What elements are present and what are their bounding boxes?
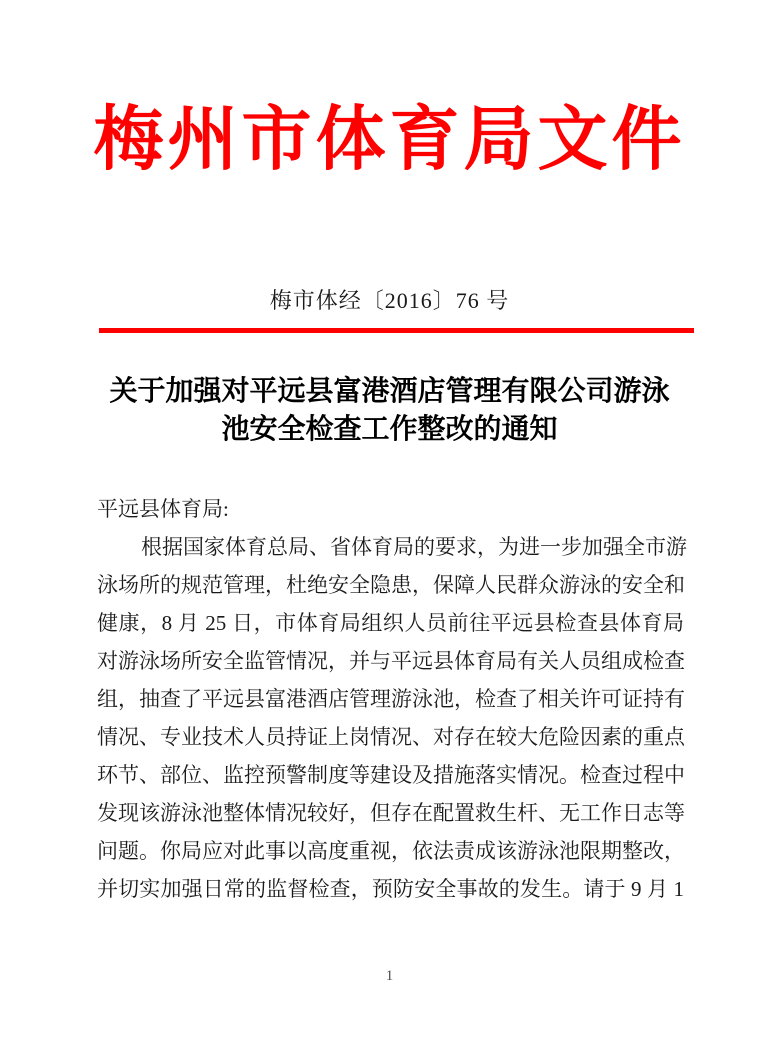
body-line: 根据国家体育总局、省体育局的要求，为进一步加强全市游	[141, 535, 687, 559]
subject-heading-line-2: 池安全检查工作整改的通知	[221, 414, 558, 445]
page-number: 1	[385, 968, 394, 984]
body-line: 并切实加强日常的监督检查，预防安全事故的发生。请于 9 月 1	[97, 877, 684, 901]
body-line: 健康，8 月 25 日，市体育局组织人员前往平远县检查县体育局	[97, 611, 684, 635]
body-line: 发现该游泳池整体情况较好，但存在配置救生杆、无工作日志等	[97, 801, 685, 825]
body-line: 问题。你局应对此事以高度重视，依法责成该游泳池限期整改，	[97, 839, 685, 863]
document-reference-number: 梅市体经〔2016〕76 号	[269, 288, 510, 313]
body-line: 情况、专业技术人员持证上岗情况、对存在较大危险因素的重点	[97, 725, 685, 749]
body-line: 对游泳场所安全监管情况，并与平远县体育局有关人员组成检查	[97, 649, 685, 673]
body-line: 组，抽查了平远县富港酒店管理游泳池，检查了相关许可证持有	[97, 687, 685, 711]
subject-heading-line-1: 关于加强对平远县富港酒店管理有限公司游泳	[109, 376, 670, 407]
body-text	[97, 490, 687, 908]
salutation: 平远县体育局:	[97, 497, 229, 521]
body-line: 环节、部位、监控预警制度等建设及措施落实情况。检查过程中	[97, 763, 685, 787]
subject-heading	[0, 373, 779, 449]
red-divider-rule	[99, 328, 694, 333]
letterhead-title: 梅州市体育局文件	[93, 102, 686, 179]
body-line: 泳场所的规范管理，杜绝安全隐患，保障人民群众游泳的安全和	[97, 573, 685, 597]
